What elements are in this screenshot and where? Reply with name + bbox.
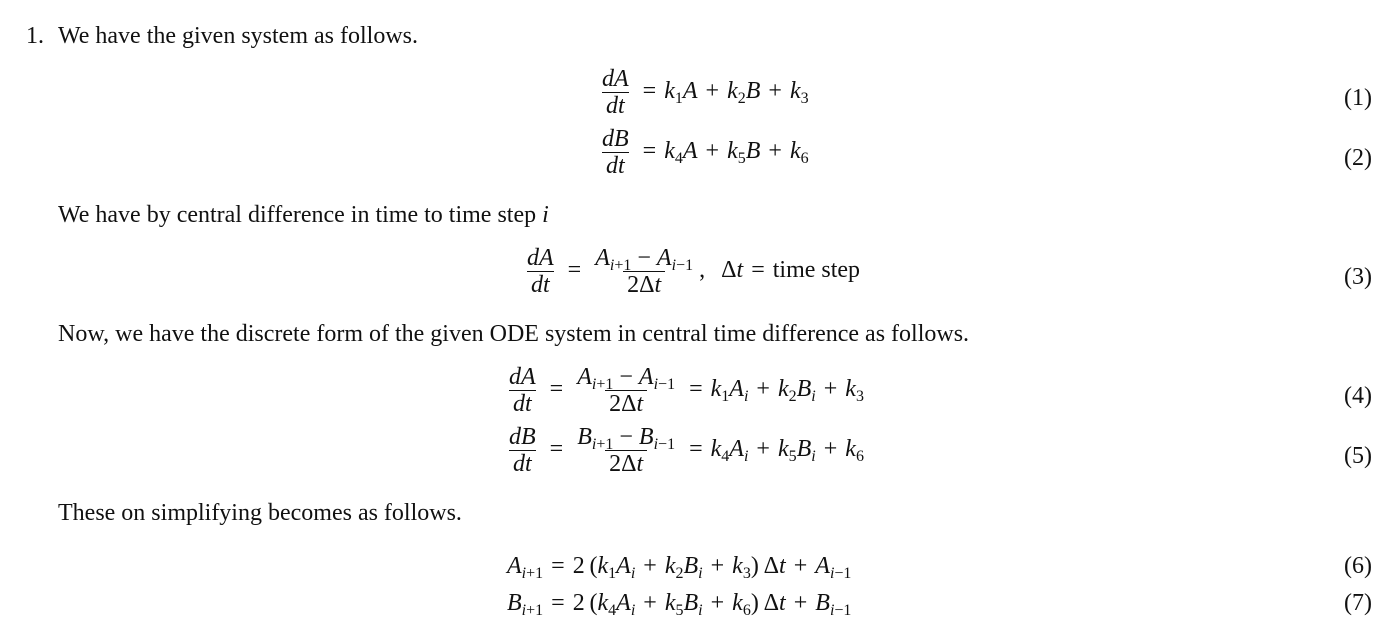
fraction-dB-dt: $\frac{dB}{dt}$ (602, 126, 629, 179)
equation-number-6: (6) (1344, 553, 1372, 579)
equation-2: $\frac{dB}{dt}$ = $k_4A + k_5B + k_6$ (596, 126, 809, 179)
equation-number-5: (5) (1344, 443, 1372, 469)
simplify-text: These on simplifying becomes as follows. (58, 500, 462, 526)
equation-3: $\frac{dA}{dt}$ = $\frac{A_{i+1} - A_{i-1}}{2\Delta t}$ , Δt = time step (521, 245, 860, 298)
central-difference-text (58, 201, 549, 229)
fraction-central-difference-A: $\frac{A_{i+1} - A_{i-1}}{2\Delta t}$ (577, 364, 676, 417)
equation-1: $\frac{dA}{dt}$ = $k_1A + k_2B + k_3$ (596, 66, 809, 119)
time-step-label: time step (772, 257, 861, 284)
equation-6: $A_{i+1} = 2$ $(k_1A_i + k_2B_i + k_3) \Delta t + A_{i-1}$ (507, 553, 852, 582)
fraction-central-difference-B: $\frac{B_{i+1} - B_{i-1}}{2\Delta t}$ (577, 424, 676, 477)
discrete-form-text: Now, we have the discrete form of the given ODE system in central time difference as follows. (58, 321, 970, 347)
equation-number-4: (4) (1344, 383, 1372, 409)
equation-4: $\frac{dA}{dt}$ = $\frac{A_{i+1} - A_{i-1}}{2\Delta t}$ = $k_1A_i + k_2B_i + k_3$ (503, 364, 864, 417)
fraction-dB-dt: $\frac{dB}{dt}$ (509, 424, 536, 477)
equation-number-7: (7) (1344, 590, 1372, 616)
fraction-dA-dt: $\frac{dA}{dt}$ (509, 364, 536, 417)
intro-text: We have the given system as follows. (58, 23, 418, 49)
equation-number-1: (1) (1344, 85, 1372, 111)
time-step-variable: i (542, 202, 549, 228)
equation-number-3: (3) (1344, 264, 1372, 290)
central-difference-sentence: We have by central difference in time to time step (58, 202, 537, 228)
equation-7: $B_{i+1} = 2$ $(k_4A_i + k_5B_i + k_6) \Delta t + B_{i-1}$ (507, 590, 852, 619)
item-number: 1. (26, 23, 44, 49)
fraction-dA-dt: $\frac{dA}{dt}$ (527, 245, 554, 298)
equation-number-2: (2) (1344, 145, 1372, 171)
equation-5: $\frac{dB}{dt}$ = $\frac{B_{i+1} - B_{i-1}}{2\Delta t}$ = $k_4A_i + k_5B_i + k_6$ (503, 424, 864, 477)
fraction-dA-dt: $\frac{dA}{dt}$ (602, 66, 629, 119)
fraction-central-difference: $\frac{A_{i+1} - A_{i-1}}{2\Delta t}$ (595, 245, 694, 298)
